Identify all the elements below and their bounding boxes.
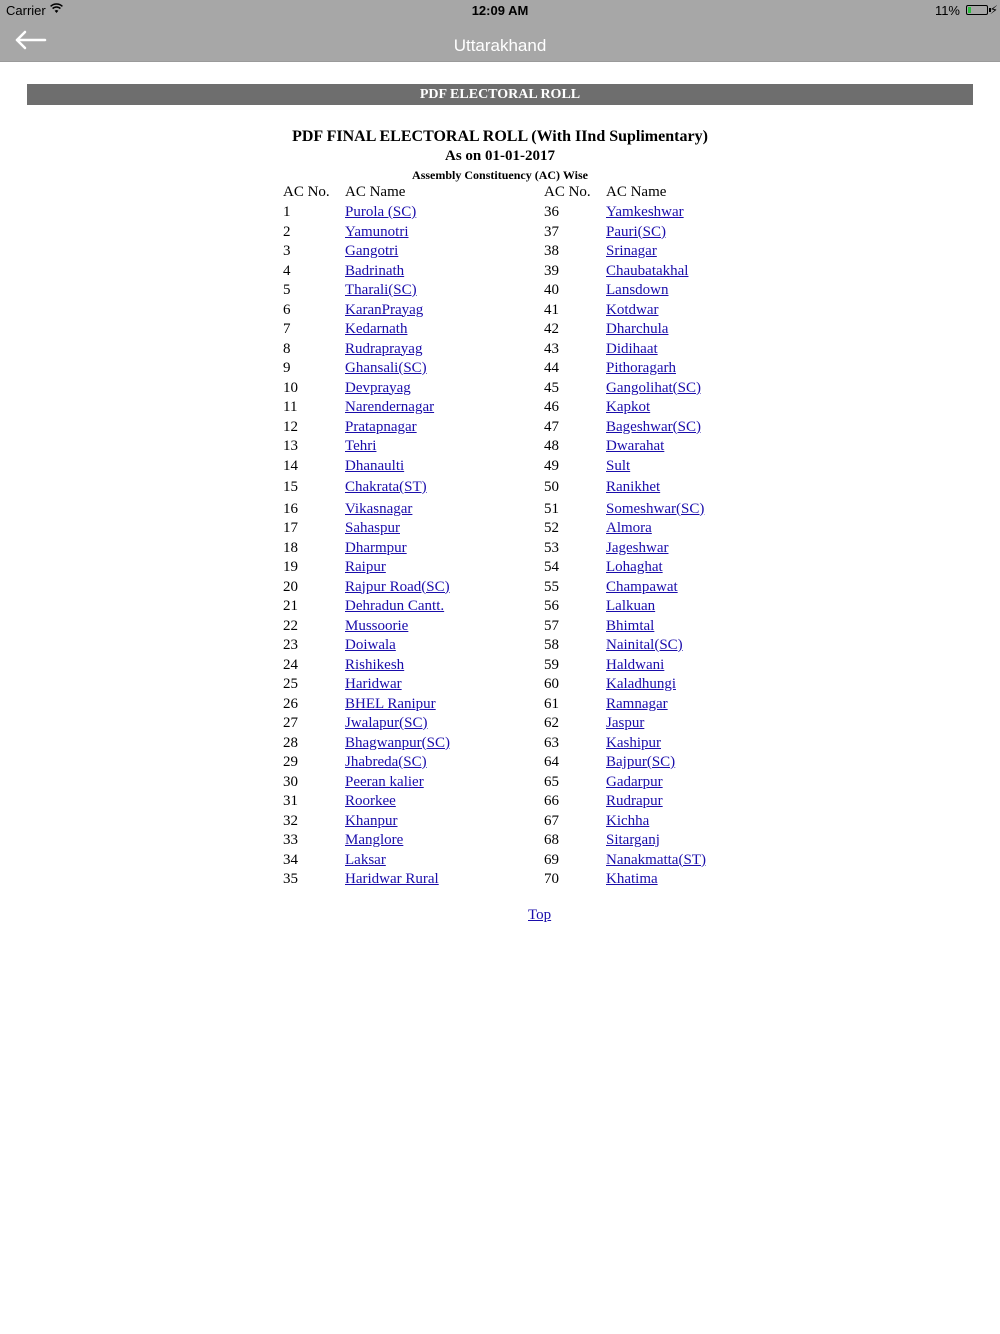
ac-name-cell	[345, 243, 398, 260]
ac-number: 14	[283, 457, 298, 474]
ac-name-link[interactable]: Lansdown	[606, 282, 669, 298]
ac-name-link[interactable]: Nainital(SC)	[606, 637, 683, 653]
ac-name-link[interactable]: Dharmpur	[345, 539, 407, 556]
ac-name-link[interactable]: Bajpur(SC)	[606, 754, 676, 770]
ac-number: 45	[544, 379, 559, 396]
ac-name-cell	[606, 501, 704, 518]
ac-name-cell	[345, 520, 400, 537]
ac-name-link[interactable]: Rudraprayag	[345, 340, 423, 357]
ac-number: 54	[544, 559, 559, 575]
ac-name-cell	[606, 263, 688, 280]
ac-name-link[interactable]: Chaubatakhal	[606, 262, 689, 279]
ac-name-link[interactable]: Yamunotri	[345, 223, 409, 240]
ac-name-cell	[606, 520, 652, 537]
ac-name-cell	[606, 282, 669, 299]
ac-name-cell	[345, 598, 444, 615]
ac-name-cell	[345, 735, 450, 752]
ac-number: 22	[283, 617, 298, 634]
ac-name-link[interactable]: Manglore	[345, 832, 404, 848]
ac-name-link[interactable]: Jhabreda(SC)	[345, 754, 427, 770]
ac-number: 38	[544, 243, 559, 259]
ac-name-cell	[345, 263, 404, 280]
ac-name-link[interactable]: Didihaat	[606, 340, 658, 357]
ac-name-cell	[345, 696, 436, 713]
ac-name-cell	[345, 579, 450, 596]
ac-name-link[interactable]: Champawat	[606, 578, 678, 595]
ac-name-cell	[345, 540, 407, 557]
ac-name-cell	[606, 540, 668, 557]
ac-number: 8	[283, 340, 291, 357]
ac-name-link[interactable]: Vikasnagar	[345, 500, 413, 517]
ac-number: 48	[544, 438, 559, 454]
ac-name-link[interactable]: Lohaghat	[606, 559, 663, 575]
ac-number: 15	[283, 479, 298, 495]
ac-name-cell	[345, 341, 422, 358]
ac-name-cell	[606, 676, 676, 693]
ac-name-cell	[345, 399, 434, 416]
ac-number: 37	[544, 223, 559, 240]
ac-name-link[interactable]: Rishikesh	[345, 656, 405, 673]
status-time: 12:09 AM	[471, 3, 529, 18]
ac-name-link[interactable]: Yamkeshwar	[606, 204, 684, 220]
ac-name-cell	[606, 657, 664, 674]
ac-name-link[interactable]: Ghansali(SC)	[345, 360, 427, 376]
ac-number: 52	[544, 520, 559, 536]
ac-name-link[interactable]: Khanpur	[345, 812, 398, 829]
ac-number: 46	[544, 399, 559, 415]
ac-name-link[interactable]: Sitarganj	[606, 832, 660, 848]
ac-name-cell	[606, 871, 658, 888]
ac-name-cell	[345, 793, 396, 810]
ac-number: 66	[544, 793, 559, 809]
ac-name-cell	[606, 458, 630, 475]
ac-name-cell	[345, 479, 427, 496]
ac-name-link[interactable]: Kapkot	[606, 399, 651, 415]
ac-name-cell	[606, 793, 663, 810]
ac-name-cell	[345, 813, 398, 830]
ac-number: 59	[544, 656, 559, 673]
ac-name-link[interactable]: Dwarahat	[606, 438, 665, 454]
ac-name-cell	[345, 871, 439, 888]
ac-number: 10	[283, 379, 298, 396]
ac-number: 24	[283, 656, 298, 673]
ac-name-link[interactable]: Rudrapur	[606, 793, 663, 809]
ac-number: 33	[283, 832, 298, 848]
ac-name-link[interactable]: Narendernagar	[345, 399, 435, 415]
ac-number: 57	[544, 617, 559, 634]
ac-name-cell	[606, 715, 644, 732]
ac-name-cell	[345, 321, 407, 338]
battery-icon	[966, 5, 988, 15]
ac-name-cell	[606, 380, 701, 397]
page-subtitle: Assembly Constituency (AC) Wise	[412, 168, 588, 182]
ac-name-link[interactable]: Nanakmatta(ST)	[606, 851, 706, 868]
ac-name-cell	[345, 832, 403, 849]
ac-number: 4	[283, 262, 291, 279]
ac-name-cell	[345, 282, 417, 299]
ac-number: 6	[283, 301, 291, 318]
ac-number: 55	[544, 578, 559, 595]
ac-number: 1	[283, 204, 291, 220]
ac-name-cell	[345, 657, 404, 674]
ac-number: 32	[283, 812, 298, 829]
battery-percentage: 11%	[934, 3, 960, 18]
ac-name-cell	[606, 479, 660, 496]
ac-name-cell	[345, 637, 396, 654]
ac-number: 67	[544, 812, 559, 829]
ac-name-link[interactable]: Pauri(SC)	[606, 223, 666, 240]
section-banner: PDF ELECTORAL ROLL	[27, 84, 973, 105]
right-ac-no-header: AC No.	[544, 184, 591, 200]
ac-name-link[interactable]: Dehradun Cantt.	[345, 598, 445, 614]
ac-name-link[interactable]: Dharchula	[606, 321, 669, 337]
status-bar	[0, 0, 1000, 20]
ac-name-cell	[606, 559, 663, 576]
ac-name-cell	[606, 754, 675, 771]
left-ac-name-header: AC Name	[345, 184, 406, 200]
ac-name-cell	[345, 754, 427, 771]
ac-name-link[interactable]: Chakrata(ST)	[345, 479, 427, 495]
ac-name-cell	[606, 696, 668, 713]
ac-number: 9	[283, 360, 291, 376]
ac-number: 31	[283, 793, 298, 809]
ac-number: 36	[544, 204, 559, 220]
charging-bolt-icon: ⚡	[989, 3, 998, 17]
ac-name-link[interactable]: Lalkuan	[606, 598, 656, 614]
ac-name-cell	[345, 852, 386, 869]
ac-name-cell	[606, 204, 684, 221]
ac-number: 42	[544, 321, 559, 337]
ac-number: 23	[283, 637, 298, 653]
ac-number: 19	[283, 559, 298, 575]
ac-name-link[interactable]: Haldwani	[606, 656, 665, 673]
ac-number: 64	[544, 754, 559, 770]
ac-name-link[interactable]: Khatima	[606, 871, 658, 887]
ac-name-link[interactable]: Devprayag	[345, 379, 411, 396]
ac-number: 2	[283, 223, 291, 240]
ac-name-cell	[345, 204, 416, 221]
ac-number: 69	[544, 851, 559, 868]
ac-name-cell	[345, 380, 411, 397]
ac-number: 61	[544, 695, 559, 712]
ac-name-cell	[606, 735, 661, 752]
ac-name-link[interactable]: Kashipur	[606, 734, 661, 751]
ac-number: 51	[544, 500, 559, 517]
ac-name-cell	[606, 813, 649, 830]
ac-number: 40	[544, 282, 559, 298]
ac-name-cell	[606, 637, 683, 654]
top-link[interactable]: Top	[528, 907, 552, 923]
carrier-label: Carrier	[6, 3, 46, 18]
ac-number: 56	[544, 598, 559, 614]
ac-number: 58	[544, 637, 559, 653]
ac-name-link[interactable]: Almora	[606, 520, 652, 536]
ac-name-link[interactable]: Jwalapur(SC)	[345, 715, 428, 731]
ac-name-link[interactable]: Kedarnath	[345, 321, 408, 337]
ac-name-cell	[606, 618, 654, 635]
ac-name-cell	[345, 559, 386, 576]
ac-name-link[interactable]: Purola (SC)	[345, 204, 417, 220]
ac-number: 29	[283, 754, 298, 770]
ac-number: 68	[544, 832, 559, 848]
ac-name-link[interactable]: KaranPrayag	[345, 301, 424, 318]
ac-name-link[interactable]: Someshwar(SC)	[606, 500, 705, 517]
ac-name-link[interactable]: Gangolihat(SC)	[606, 379, 701, 396]
ac-name-link[interactable]: Roorkee	[345, 793, 396, 809]
ac-number: 13	[283, 438, 298, 454]
ac-number: 26	[283, 695, 298, 712]
ac-number: 5	[283, 282, 291, 298]
ac-number: 20	[283, 578, 298, 595]
ac-name-link[interactable]: Pratapnagar	[345, 418, 417, 435]
ac-number: 53	[544, 539, 559, 556]
ac-name-link[interactable]: Kaladhungi	[606, 676, 676, 692]
navigation-bar	[0, 0, 1000, 62]
ac-name-link[interactable]: Ramnagar	[606, 695, 668, 712]
right-ac-name-header: AC Name	[606, 184, 667, 200]
ac-name-cell	[606, 852, 706, 869]
ac-name-cell	[606, 832, 660, 849]
ac-name-cell	[606, 774, 663, 791]
ac-name-cell	[345, 618, 408, 635]
ac-name-link[interactable]: Haridwar	[345, 676, 402, 692]
page-title: PDF FINAL ELECTORAL ROLL (With IInd Suplimentary)	[292, 128, 708, 145]
ac-number: 49	[544, 457, 559, 474]
ac-name-link[interactable]: Bhagwanpur(SC)	[345, 734, 450, 751]
ac-number: 11	[283, 399, 298, 415]
ac-name-cell	[345, 224, 409, 241]
ac-name-link[interactable]: BHEL Ranipur	[345, 695, 436, 712]
ac-name-link[interactable]: Gadarpur	[606, 773, 663, 790]
ac-name-link[interactable]: Kichha	[606, 812, 650, 829]
ac-number: 35	[283, 871, 298, 887]
ac-name-link[interactable]: Sahaspur	[345, 520, 400, 536]
ac-name-cell	[606, 598, 655, 615]
ac-name-link[interactable]: Tehri	[345, 438, 377, 454]
ac-name-link[interactable]: Jaspur	[606, 715, 645, 731]
ac-name-link[interactable]: Mussoorie	[345, 617, 409, 634]
ac-name-link[interactable]: Raipur	[345, 559, 386, 575]
ac-name-cell	[606, 579, 678, 596]
ac-number: 25	[283, 676, 298, 692]
ac-number: 41	[544, 301, 559, 318]
ac-number: 18	[283, 539, 298, 556]
ac-name-cell	[345, 676, 402, 693]
ac-number: 65	[544, 773, 559, 790]
ac-name-cell	[345, 715, 428, 732]
ac-name-cell	[345, 360, 427, 377]
ac-number: 16	[283, 500, 298, 517]
ac-number: 39	[544, 262, 559, 279]
ac-name-link[interactable]: Gangotri	[345, 243, 399, 259]
ac-number: 70	[544, 871, 559, 887]
ac-name-cell	[606, 302, 659, 319]
ac-name-link[interactable]: Bageshwar(SC)	[606, 418, 701, 435]
ac-number: 34	[283, 851, 298, 868]
ac-number: 30	[283, 773, 298, 790]
ac-name-link[interactable]: Haridwar Rural	[345, 871, 439, 887]
ac-name-link[interactable]: Jageshwar	[606, 539, 669, 556]
ac-name-link[interactable]: Doiwala	[345, 637, 396, 653]
ac-number: 27	[283, 715, 298, 731]
ac-name-link[interactable]: Bhimtal	[606, 617, 655, 634]
ac-number: 21	[283, 598, 298, 614]
ac-number: 17	[283, 520, 298, 536]
ac-name-link[interactable]: Dhanaulti	[345, 457, 405, 474]
ac-name-link[interactable]: Kotdwar	[606, 301, 659, 318]
ac-number: 63	[544, 734, 559, 751]
ac-name-link[interactable]: Tharali(SC)	[345, 282, 417, 298]
ac-name-cell	[345, 302, 423, 319]
ac-number: 12	[283, 418, 298, 435]
ac-name-cell	[606, 224, 666, 241]
ac-name-cell	[345, 774, 424, 791]
ac-name-link[interactable]: Laksar	[345, 851, 386, 868]
left-ac-no-header: AC No.	[283, 184, 330, 200]
ac-number: 7	[283, 321, 291, 337]
ac-name-link[interactable]: Peeran kalier	[345, 773, 424, 790]
ac-name-cell	[345, 438, 376, 455]
ac-number: 3	[283, 243, 291, 259]
ac-name-link[interactable]: Rajpur Road(SC)	[345, 578, 450, 595]
ac-name-cell	[606, 360, 676, 377]
ac-name-link[interactable]: Badrinath	[345, 262, 405, 279]
page-date: As on 01-01-2017	[444, 148, 555, 164]
ac-number: 47	[544, 418, 559, 435]
ac-number: 50	[544, 479, 559, 495]
ac-name-cell	[606, 321, 668, 338]
ac-name-link[interactable]: Sult	[606, 457, 631, 474]
ac-number: 28	[283, 734, 298, 751]
ac-name-link[interactable]: Srinagar	[606, 243, 657, 259]
ac-name-cell	[345, 419, 417, 436]
ac-name-cell	[345, 501, 412, 518]
ac-name-cell	[606, 243, 657, 260]
ac-number: 62	[544, 715, 559, 731]
nav-title: Uttarakhand	[453, 36, 547, 55]
ac-number: 60	[544, 676, 559, 692]
ac-name-cell	[606, 438, 664, 455]
ac-name-cell	[606, 419, 701, 436]
ac-name-link[interactable]: Ranikhet	[606, 479, 661, 495]
ac-name-link[interactable]: Pithoragarh	[606, 360, 676, 376]
ac-name-cell	[606, 341, 658, 358]
ac-name-cell	[606, 399, 650, 416]
ac-number: 44	[544, 360, 559, 376]
ac-number: 43	[544, 340, 559, 357]
ac-name-cell	[345, 458, 404, 475]
